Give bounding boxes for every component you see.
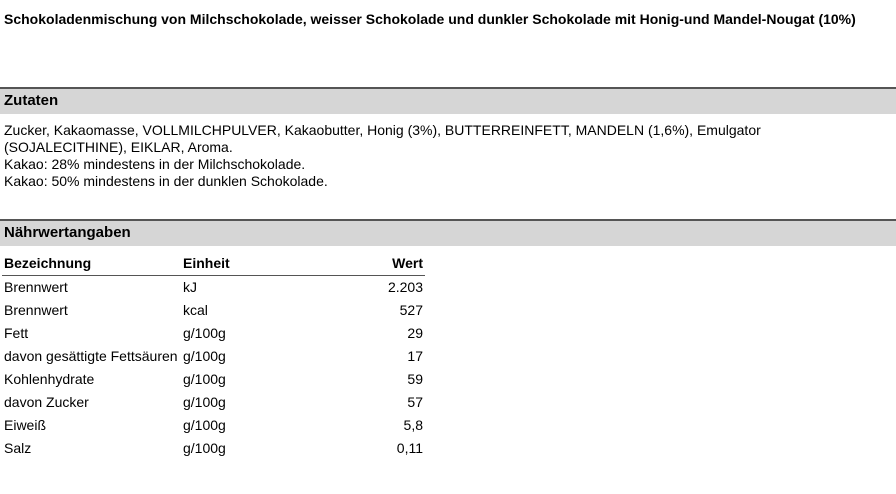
column-header-name: Bezeichnung — [4, 255, 92, 271]
nutrient-value: 57 — [407, 394, 423, 410]
table-row — [2, 437, 425, 460]
ingredients-header — [0, 87, 896, 114]
ingredients-list: Zucker, Kakaomasse, VOLLMILCHPULVER, Kakaobutter, Honig (3%), BUTTERREINFETT, MANDELN (1,6%), Emulgator (SOJALECITHINE), EIKLAR, Aroma. — [4, 122, 761, 155]
cocoa-dark-note: Kakao: 50% mindestens in der dunklen Schokolade. — [4, 173, 328, 189]
nutrient-name: Kohlenhydrate — [4, 371, 95, 387]
ingredients-header-label: Zutaten — [4, 92, 59, 109]
table-row — [2, 414, 425, 437]
nutrient-value: 5,8 — [403, 417, 423, 433]
nutrient-value: 29 — [407, 325, 423, 341]
product-title: Schokoladenmischung von Milchschokolade, weisser Schokolade und dunkler Schokolade mit Honig-und Mandel-Nougat (10%) — [4, 11, 856, 27]
table-row — [2, 368, 425, 391]
table-row — [2, 276, 425, 300]
nutrient-name: Brennwert — [4, 279, 68, 295]
nutrition-table-header-row — [2, 253, 425, 276]
nutrient-unit: kcal — [183, 302, 208, 318]
nutrient-name: Fett — [4, 325, 29, 341]
nutrient-name: davon gesättigte Fettsäuren — [4, 348, 178, 364]
nutrient-name: Eiweiß — [4, 417, 47, 433]
nutrient-unit: g/100g — [183, 348, 226, 364]
nutrition-table — [2, 253, 425, 460]
nutrient-value: 0,11 — [396, 440, 423, 456]
nutrient-name: Salz — [4, 440, 32, 456]
nutrient-value: 527 — [399, 302, 423, 318]
nutrient-unit: g/100g — [183, 417, 226, 433]
nutrient-value: 59 — [407, 371, 423, 387]
table-row — [2, 391, 425, 414]
nutrient-unit: g/100g — [183, 394, 226, 410]
table-row — [2, 322, 425, 345]
nutrient-unit: g/100g — [183, 371, 226, 387]
ingredients-text — [4, 122, 884, 190]
nutrient-unit: g/100g — [183, 440, 226, 456]
nutrient-value: 17 — [407, 348, 423, 364]
table-row — [2, 345, 425, 368]
cocoa-milk-note: Kakao: 28% mindestens in der Milchschokolade. — [4, 156, 306, 172]
nutrient-name: davon Zucker — [4, 394, 89, 410]
nutrient-name: Brennwert — [4, 302, 68, 318]
nutrient-value: 2.203 — [387, 279, 423, 295]
nutrition-header-label: Nährwertangaben — [4, 224, 131, 241]
nutrition-header — [0, 219, 896, 246]
column-header-value: Wert — [392, 255, 423, 271]
nutrient-unit: kJ — [183, 279, 197, 295]
table-row — [2, 299, 425, 322]
nutrient-unit: g/100g — [183, 325, 226, 341]
column-header-unit: Einheit — [183, 255, 230, 271]
